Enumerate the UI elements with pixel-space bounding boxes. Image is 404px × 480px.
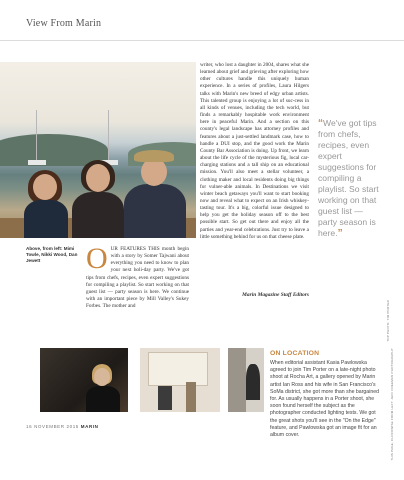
on-location-title: ON LOCATION (270, 350, 320, 357)
pull-quote (318, 118, 382, 239)
magazine-name: MARIN (80, 424, 99, 429)
photo-caption: Above, from left: Mimi Towle, Nikki Wood, Dan Jewett (26, 246, 78, 263)
quote-open-icon: “ (318, 118, 323, 129)
photo-person-left (24, 200, 68, 238)
studio-camera (158, 386, 172, 410)
photo-person-head (86, 164, 110, 192)
photo-sailboat (28, 160, 46, 165)
section-title: View From Marin (26, 18, 102, 29)
photo-person-head (33, 174, 57, 200)
page-number: 16 (26, 424, 33, 429)
editors-group-photo (0, 62, 196, 238)
portrait-body (86, 386, 120, 412)
article-column-left (86, 242, 189, 310)
gallery-wall (228, 348, 246, 412)
quote-close-icon: ” (337, 228, 343, 239)
photo-person-head (141, 158, 167, 186)
portrait-face (94, 368, 110, 386)
drop-cap: O (86, 242, 108, 275)
photo-sailboat-mast (108, 110, 109, 162)
location-photo-portrait (40, 348, 128, 412)
location-photo-gallery (228, 348, 264, 412)
studio-window (148, 352, 208, 386)
photo-credit-bottom: THIS PAGE, CLOCKWISE FROM LEFT: JEFF FREEMAN PHOTOGRAPHY (390, 348, 394, 461)
page-footer (26, 424, 99, 429)
article-text-middle: writer, who lost a daughter in 2004, shares what she learned about grief and grieving after exploring how other cultures handle this uniquely human experience. In a series of profiles, Laura Hilgers talks with Marin's new breed of edgy urban artists. This talented group is enjoying a lot of suc-cess in all kinds of venues, including the tech world, but finds a remarkably hospitable work environment here in peaceful Marin. And a section on this county's legal landscape has attorney profiles and features about a just-settled landmark case, how to handle a DUI stop, and the good work the Marin County Bar Association is doing. Up front, we learn about the life cycle of the mysterious fig, local car-charging stations and a tall ship on an educational mission. You'll also meet a stellar volunteer, a clothing maker and local residents doing big things for vulner-able animals. In Destinations we visit winter beach getaways you'll want to start booking now and reveal what to expect on an Irish whiskey-tasting tour. It's a big, colorful issue designed to help you get the holiday season off to the best possible start. So get out there and enjoy all the parties and year-end celebrations. Just try to leave a little something behind for us on that cheese plate. (200, 62, 309, 240)
pull-quote-text: We've got tips from chefs, recipes, even expert suggestions for compiling a playlist. So start working on that guest list — party season is here. (318, 118, 379, 238)
photo-person-center (72, 192, 124, 238)
header-divider (0, 40, 404, 41)
photo-sailboat-mast (36, 110, 37, 162)
studio-stool (186, 382, 196, 412)
photo-credit-top: TOP PHOTO: TIM PORTER (386, 300, 390, 342)
photo-person-right (124, 184, 186, 238)
staff-signature: Marin Magazine Staff Editors (242, 292, 309, 298)
gallery-figure (246, 364, 260, 400)
issue-date: NOVEMBER 2015 (34, 424, 79, 429)
on-location-text: When editorial assistant Kasia Pawlowska agreed to join Tim Porter on a late-night photo shoot at Rocha Art, a gallery opened by Marin artist Ian Ross and his wife in San Francisco's SoMa district, she got more than she bargained for. As usually happens in a Porter shoot, she soon found herself the subject as the photographer conducted lighting tests. We got the great shots you'll see in the "On the Edge" feature, and Pawlowska got an image fit for an album cover. (270, 360, 379, 439)
article-text-left: UR FEATURES THIS month begin with a story by Somer Tajwani about everything you need to know to plan your next holi-day party. We've got tips from chefs, recipes, even expert suggestions for compiling a playlist. So start working on that guest list — party season is here. We continue with an important piece by Mill Valley's Sukey Forbes. The mother and (86, 246, 189, 310)
article-column-middle (200, 62, 309, 241)
location-photo-studio (140, 348, 220, 412)
photo-hat (134, 150, 174, 162)
